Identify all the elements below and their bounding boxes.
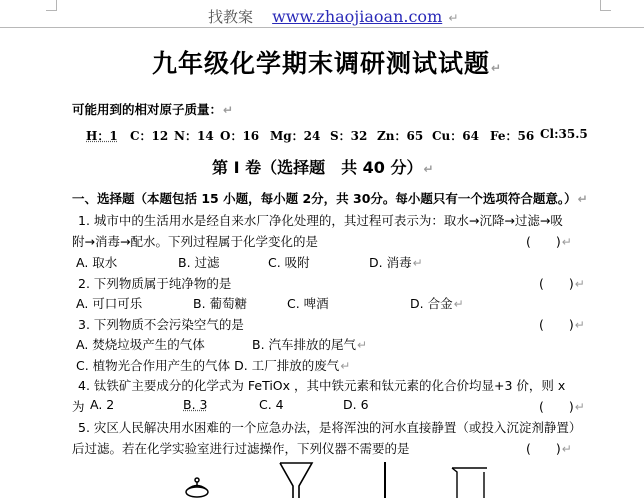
atomic-mass-item: S：32: [330, 129, 368, 143]
atomic-mass-item: O：16: [220, 129, 260, 143]
paragraph-mark-icon: ↵: [574, 400, 585, 414]
question-2-option-a[interactable]: A. 可口可乐: [76, 296, 143, 311]
question-1-option-a[interactable]: A. 取水: [76, 255, 118, 270]
question-5-stem-line2: 后过滤。若在化学实验室进行过滤操作，下列仪器不需要的是: [72, 441, 410, 456]
paragraph-mark-icon: ↵: [577, 192, 588, 206]
section-title: 第 I 卷（选择题 共 40 分）↵: [212, 158, 434, 177]
page-corner-top-left: [46, 0, 57, 11]
paragraph-mark-icon: ↵: [574, 318, 585, 332]
funnel-icon: [280, 463, 312, 498]
question-1-answer-blank[interactable]: ( )↵: [526, 234, 572, 249]
question-5-answer-blank[interactable]: ( )↵: [526, 441, 572, 456]
atomic-mass-item: Zn：65: [377, 129, 424, 143]
paragraph-mark-icon: ↵: [412, 256, 423, 270]
question-4-option-c[interactable]: C. 4: [259, 397, 284, 412]
paragraph-mark-icon: ↵: [574, 277, 585, 291]
question-1-stem-line1: 1. 城市中的生活用水是经自来水厂净化处理的，其过程可表示为：取水→沉降→过滤→吸: [78, 213, 563, 228]
atomic-mass-item: Cu：64: [432, 129, 479, 143]
question-2-option-c[interactable]: C. 啤酒: [287, 296, 329, 311]
document-title: [152, 44, 502, 80]
question-1-option-d[interactable]: D. 消毒↵: [369, 255, 423, 270]
question-2-stem: 2. 下列物质属于纯净物的是: [78, 276, 232, 291]
lab-apparatus-figure: [0, 458, 644, 498]
paragraph-mark-icon: ↵: [561, 442, 572, 456]
paragraph-mark-icon: ↵: [357, 338, 368, 352]
ring-stand-icon: [186, 478, 208, 497]
paragraph-mark-icon: ↵: [340, 359, 351, 373]
question-1-option-c[interactable]: C. 吸附: [268, 255, 310, 270]
atomic-mass-item: C：12: [130, 129, 169, 143]
question-4-option-a[interactable]: A. 2: [90, 397, 115, 412]
question-4-option-b[interactable]: B. 3: [183, 397, 208, 412]
question-4-stem-line1: 4. 钛铁矿主要成分的化学式为 FeTiOx ，其中铁元素和钛元素的化合价均显+3 价，则 x: [78, 378, 566, 393]
atomic-mass-label: 可能用到的相对原子质量：↵: [72, 102, 234, 117]
question-1-stem-line2: 附→消毒→配水。下列过程属于化学变化的是: [72, 234, 318, 249]
question-1-option-b[interactable]: B. 过滤: [178, 255, 220, 270]
paragraph-mark-icon: ↵: [423, 162, 434, 176]
question-3-stem: 3. 下列物质不会污染空气的是: [78, 317, 244, 332]
part-heading: 一、选择题（本题包括 15 小题，每小题 2分，共 30分。每小题只有一个选项符合题意。）↵: [72, 191, 588, 206]
beaker-icon: [452, 468, 487, 498]
question-3-option-b[interactable]: B. 汽车排放的尾气↵: [252, 337, 368, 352]
paragraph-mark-icon: ↵: [448, 11, 459, 25]
paragraph-mark-icon: ↵: [223, 103, 234, 117]
page-corner-top-right: [600, 0, 611, 11]
atomic-mass-item: Mg：24: [270, 129, 321, 143]
atomic-mass-item: H：1: [86, 129, 118, 143]
question-2-answer-blank[interactable]: ( )↵: [539, 276, 585, 291]
question-5-stem-line1: 5. 灾区人民解决用水困难的一个应急办法，是将浑浊的河水直接静置（或投入沉淀剂静置）: [78, 420, 582, 435]
paragraph-mark-icon: ↵: [491, 61, 503, 75]
header-brand: 找教案: [208, 8, 254, 26]
atomic-mass-item: Cl:35.5: [540, 127, 588, 141]
document-title-text: 九年级化学期末调研测试试题: [152, 49, 491, 78]
question-2-option-b[interactable]: B. 葡萄糖: [193, 296, 248, 311]
question-3-option-a[interactable]: A. 焚烧垃圾产生的气体: [76, 337, 205, 352]
question-4-option-d[interactable]: D. 6: [343, 397, 369, 412]
atomic-mass-item: Fe：56: [490, 129, 535, 143]
question-3-answer-blank[interactable]: ( )↵: [539, 317, 585, 332]
question-4-answer-blank[interactable]: ( )↵: [539, 399, 585, 414]
question-4-stem-prefix: 为: [72, 399, 85, 414]
header-url-link[interactable]: www.zhaojiaoan.com: [272, 7, 443, 26]
page-header: [208, 6, 458, 27]
atomic-mass-item: N：14: [174, 129, 214, 143]
atomic-mass-list: [0, 124, 644, 144]
paragraph-mark-icon: ↵: [561, 235, 572, 249]
paragraph-mark-icon: ↵: [453, 297, 464, 311]
header-rule: [0, 27, 644, 28]
question-2-option-d[interactable]: D. 合金↵: [410, 296, 464, 311]
question-3-options-cd[interactable]: C. 植物光合作用产生的气体 D. 工厂排放的废气↵: [76, 358, 351, 373]
